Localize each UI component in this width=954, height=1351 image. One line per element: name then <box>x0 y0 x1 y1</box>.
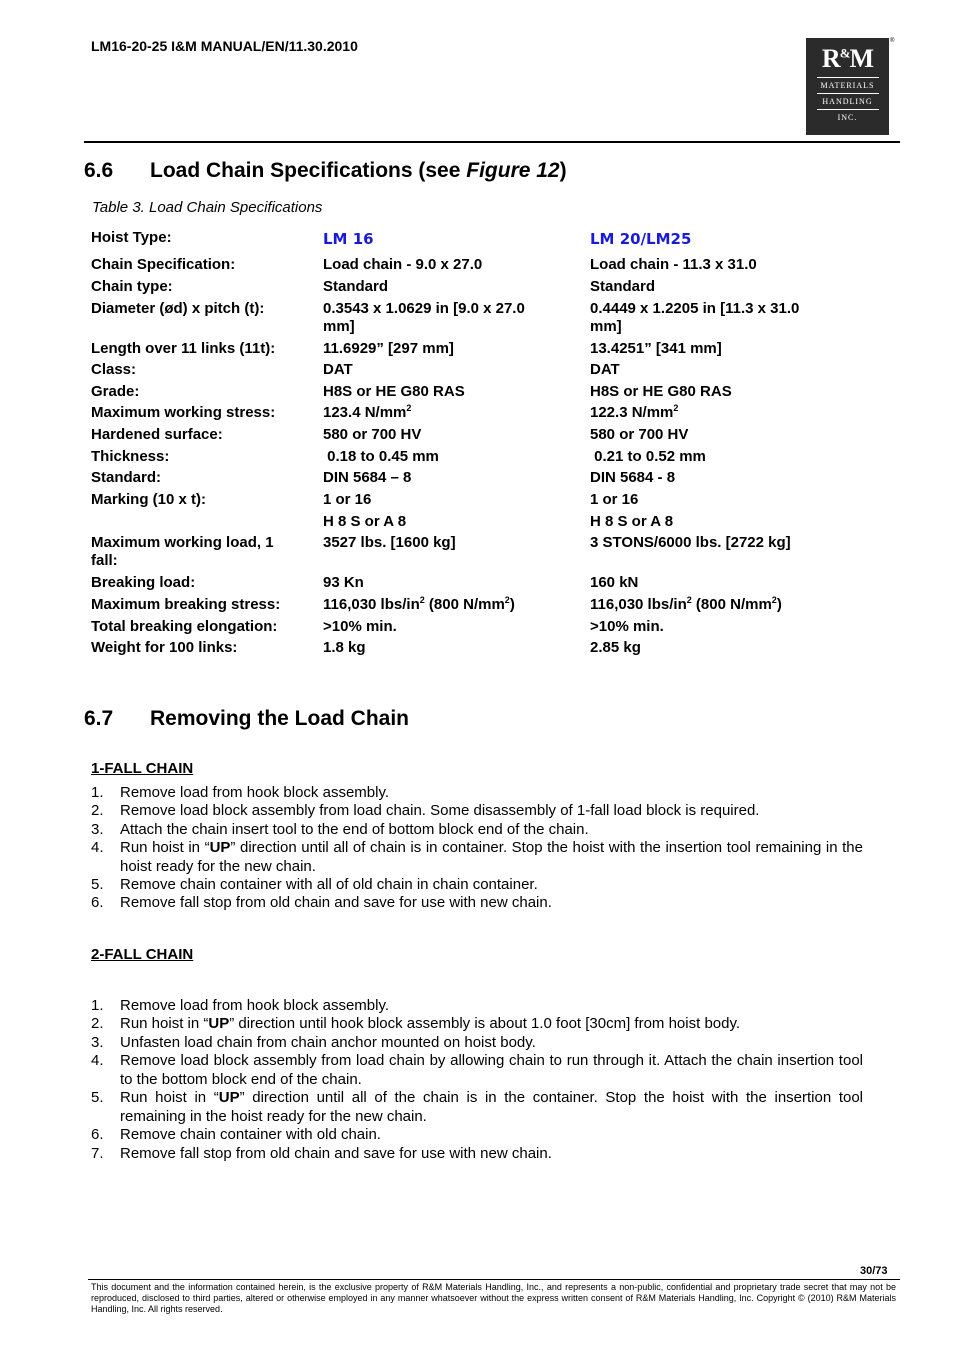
row-label: Maximum breaking stress: <box>91 596 281 613</box>
row-label: Class: <box>91 361 137 378</box>
logo-main: R&M <box>821 44 874 73</box>
table-header-label: Hoist Type: <box>91 229 172 246</box>
row-label: Diameter (ød) x pitch (t): <box>91 300 265 317</box>
row-label: Weight for 100 links: <box>91 639 238 656</box>
registered-mark: ® <box>890 38 895 44</box>
row-value-lm20: H8S or HE G80 RAS <box>590 383 732 400</box>
logo-line1: MATERIALS <box>820 81 875 90</box>
row-value-lm16: 1.8 kg <box>323 639 366 656</box>
row-value-lm20: 13.4251” [341 mm] <box>590 340 722 357</box>
row-value-lm20: 0.21 to 0.52 mm <box>590 448 706 465</box>
row-value-lm16: >10% min. <box>323 618 397 635</box>
row-value-lm16: Load chain - 9.0 x 27.0 <box>323 256 483 273</box>
logo-line2: HANDLING <box>822 97 873 106</box>
subheading-2-fall: 2-FALL CHAIN <box>91 946 194 963</box>
row-value-lm16: 0.3543 x 1.0629 in [9.0 x 27.0 mm] <box>323 300 525 335</box>
legal-notice: This document and the information contained herein, is the exclusive property of R&M Materials Handling, Inc., and represents a non-public, confidential and proprietary trade secret that may not be reproduced, disclosed to third parties, altered or otherwise employed in any manner whatsoever without the express written consent of R&M Materials Handling, Inc. Copyright © (2010) R&M Materials Handling, Inc. All rights reserved. <box>91 1282 896 1314</box>
row-label: Chain type: <box>91 278 173 295</box>
row-value-lm20: 160 kN <box>590 574 639 591</box>
row-value-lm16: 1 or 16 <box>323 491 372 508</box>
row-label: Thickness: <box>91 448 170 465</box>
row-value-lm16: H 8 S or A 8 <box>323 513 407 530</box>
row-value-lm16: DAT <box>323 361 353 378</box>
row-value-lm20: DAT <box>590 361 620 378</box>
row-value-lm16: 580 or 700 HV <box>323 426 422 443</box>
row-value-lm20: 116,030 lbs/$in^2$ (800 $N/mm^2$) <box>590 595 782 613</box>
table-header-lm20: LM 20/LM25 <box>590 230 692 248</box>
row-label: Maximum working stress: <box>91 404 276 421</box>
row-label: Grade: <box>91 383 140 400</box>
row-value-lm16: DIN 5684 – 8 <box>323 469 412 486</box>
row-value-lm16: 116,030 lbs/$in^2$ (800 $N/mm^2$) <box>323 595 515 613</box>
row-value-lm16: 0.18 to 0.45 mm <box>323 448 439 465</box>
row-value-lm16: 11.6929” [297 mm] <box>323 340 454 357</box>
row-label: Standard: <box>91 469 162 486</box>
row-label: Marking (10 x t): <box>91 491 207 508</box>
row-label: Length over 11 links (11t): <box>91 340 276 357</box>
row-value-lm16: H8S or HE G80 RAS <box>323 383 465 400</box>
row-value-lm20: 2.85 kg <box>590 639 641 656</box>
table-caption: Table 3. Load Chain Specifications <box>92 199 323 216</box>
row-value-lm20: 580 or 700 HV <box>590 426 689 443</box>
row-value-lm16: Standard <box>323 278 389 295</box>
row-value-lm20: DIN 5684 - 8 <box>590 469 676 486</box>
row-label: Chain Specification: <box>91 256 236 273</box>
row-value-lm16: 3527 lbs. [1600 kg] <box>323 534 456 551</box>
page-number: 30/73 <box>860 1265 888 1277</box>
document-id: LM16-20-25 I&M MANUAL/EN/11.30.2010 <box>91 38 358 54</box>
row-label: Breaking load: <box>91 574 196 591</box>
table-header-lm16: LM 16 <box>323 230 374 248</box>
footer-divider <box>88 1279 900 1280</box>
row-value-lm20: 0.4449 x 1.2205 in [11.3 x 31.0 mm] <box>590 300 800 335</box>
row-value-lm20: >10% min. <box>590 618 664 635</box>
row-value-lm16: 93 Kn <box>323 574 364 591</box>
row-value-lm20: Standard <box>590 278 656 295</box>
subheading-1-fall: 1-FALL CHAIN <box>91 760 194 777</box>
header-divider <box>84 141 900 143</box>
logo-line3: INC. <box>837 113 858 122</box>
row-value-lm20: 3 STONS/6000 lbs. [2722 kg] <box>590 534 791 551</box>
row-label: Hardened surface: <box>91 426 223 443</box>
row-value-lm20: 1 or 16 <box>590 491 639 508</box>
row-value-lm20: H 8 S or A 8 <box>590 513 674 530</box>
company-logo <box>806 38 889 135</box>
row-label: Total breaking elongation: <box>91 618 278 635</box>
row-value-lm16: 123.4 $N/mm^2$ <box>323 403 412 421</box>
row-label: Maximum working load, 1 fall: <box>91 534 274 569</box>
row-value-lm20: Load chain - 11.3 x 31.0 <box>590 256 757 273</box>
row-value-lm20: 122.3 $N/mm^2$ <box>590 403 679 421</box>
